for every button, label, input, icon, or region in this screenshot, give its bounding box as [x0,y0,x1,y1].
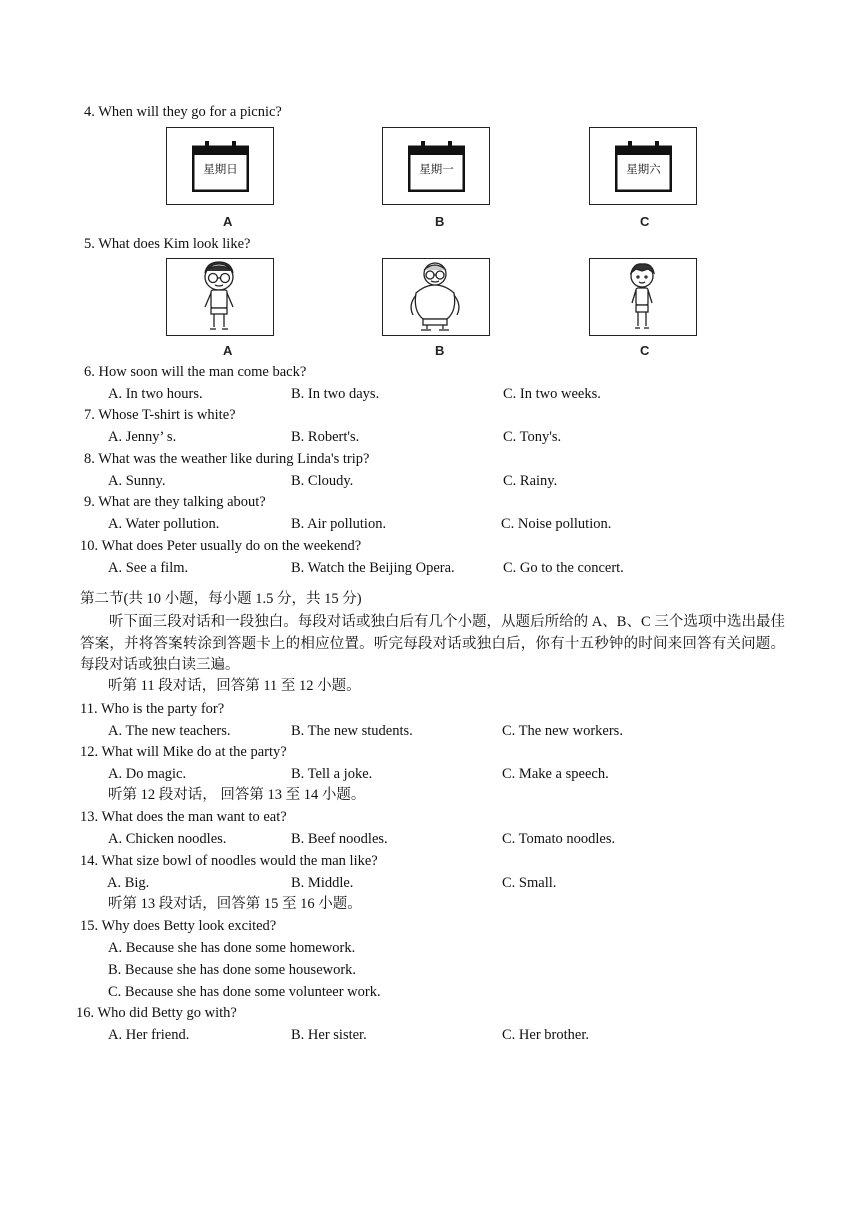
option-c: C. Go to the concert. [503,560,624,576]
option-b: B. In two days. [291,386,380,402]
question-12: 12. What will Mike do at the party? [80,744,287,760]
option-b: B. Middle. [291,875,354,891]
option-a: A. Big. [107,875,150,891]
option-letter: C [640,214,650,229]
question-11: 11. Who is the party for? [80,701,225,717]
option-c: C. Tony's. [503,429,562,445]
option-c: C. Noise pollution. [501,516,612,532]
option-letter: A [223,343,233,358]
dialogue-intro-13: 听第 13 段对话，回答第 15 至 16 小题。 [108,896,362,912]
option-a: A. Because she has done some homework. [108,940,356,956]
calendar-day: 星期日 [203,162,238,176]
calendar-day: 星期六 [626,162,661,176]
option-c: C. Tomato noodles. [502,831,616,847]
question-13: 13. What does the man want to eat? [80,809,287,825]
question-14: 14. What size bowl of noodles would the man like? [80,853,378,869]
option-a: A. Jenny’ s. [108,429,177,445]
section-instructions: 听下面三段对话和一段独白。每段对话或独白后有几个小题，从题后所给的 A、B、C 三个选项中选出最佳答案，并将答案转涂到答题卡上的相应位置。听完每段对话或独白后，你有十五秒钟的时间来回答有关问题。每段对话或独白读三遍。 [80,614,785,673]
option-a: A. Her friend. [108,1027,190,1043]
dialogue-intro-12: 听第 12 段对话， 回答第 13 至 14 小题。 [108,787,366,803]
calendar-icon [408,141,465,192]
question-16: 16. Who did Betty go with? [76,1005,237,1021]
option-image-4a [166,127,274,205]
option-c: C. In two weeks. [503,386,601,402]
option-a: A. Sunny. [108,473,166,489]
option-letter: B [435,214,445,229]
boy-icon [590,259,695,334]
heavy-man-with-glasses-icon [383,259,488,334]
option-a: A. The new teachers. [108,723,231,739]
option-b: B. Because she has done some housework. [108,962,357,978]
question-10: 10. What does Peter usually do on the weekend? [80,538,362,554]
question-8: 8. What was the weather like during Linda's trip? [84,451,370,467]
option-b: B. Cloudy. [291,473,354,489]
calendar-day: 星期一 [419,162,454,176]
option-b: B. Air pollution. [291,516,387,532]
calendar-icon [615,141,672,192]
option-a: A. Chicken noodles. [108,831,227,847]
option-letter: C [640,343,650,358]
option-letter: B [435,343,445,358]
option-c: C. Make a speech. [502,766,609,782]
option-image-4c [589,127,697,205]
option-image-4b [382,127,490,205]
option-b: B. Beef noodles. [291,831,388,847]
option-b: B. Robert's. [291,429,360,445]
dialogue-intro-11: 听第 11 段对话，回答第 11 至 12 小题。 [108,678,361,694]
option-image-5a [166,258,274,336]
question-15: 15. Why does Betty look excited? [80,918,277,934]
option-b: B. Tell a joke. [291,766,373,782]
calendar-icon [192,141,249,192]
option-a: A. Water pollution. [108,516,220,532]
option-c: C. Rainy. [503,473,558,489]
option-b: B. Watch the Beijing Opera. [291,560,455,576]
option-b: B. Her sister. [291,1027,367,1043]
option-letter: A [223,214,233,229]
option-a: A. See a film. [108,560,189,576]
question-4: 4. When will they go for a picnic? [84,104,282,120]
option-c: C. Her brother. [502,1027,589,1043]
question-7: 7. Whose T-shirt is white? [84,407,236,423]
option-image-5b [382,258,490,336]
question-5: 5. What does Kim look like? [84,236,251,252]
option-b: B. The new students. [291,723,413,739]
option-c: C. Small. [502,875,557,891]
option-a: A. Do magic. [108,766,187,782]
boy-with-glasses-icon [167,259,272,334]
option-c: C. The new workers. [502,723,623,739]
option-c: C. Because she has done some volunteer work. [108,984,381,1000]
section-heading: 第二节(共 10 小题，每小题 1.5 分，共 15 分) [80,591,362,607]
question-9: 9. What are they talking about? [84,494,266,510]
option-image-5c [589,258,697,336]
question-6: 6. How soon will the man come back? [84,364,307,380]
option-a: A. In two hours. [108,386,203,402]
